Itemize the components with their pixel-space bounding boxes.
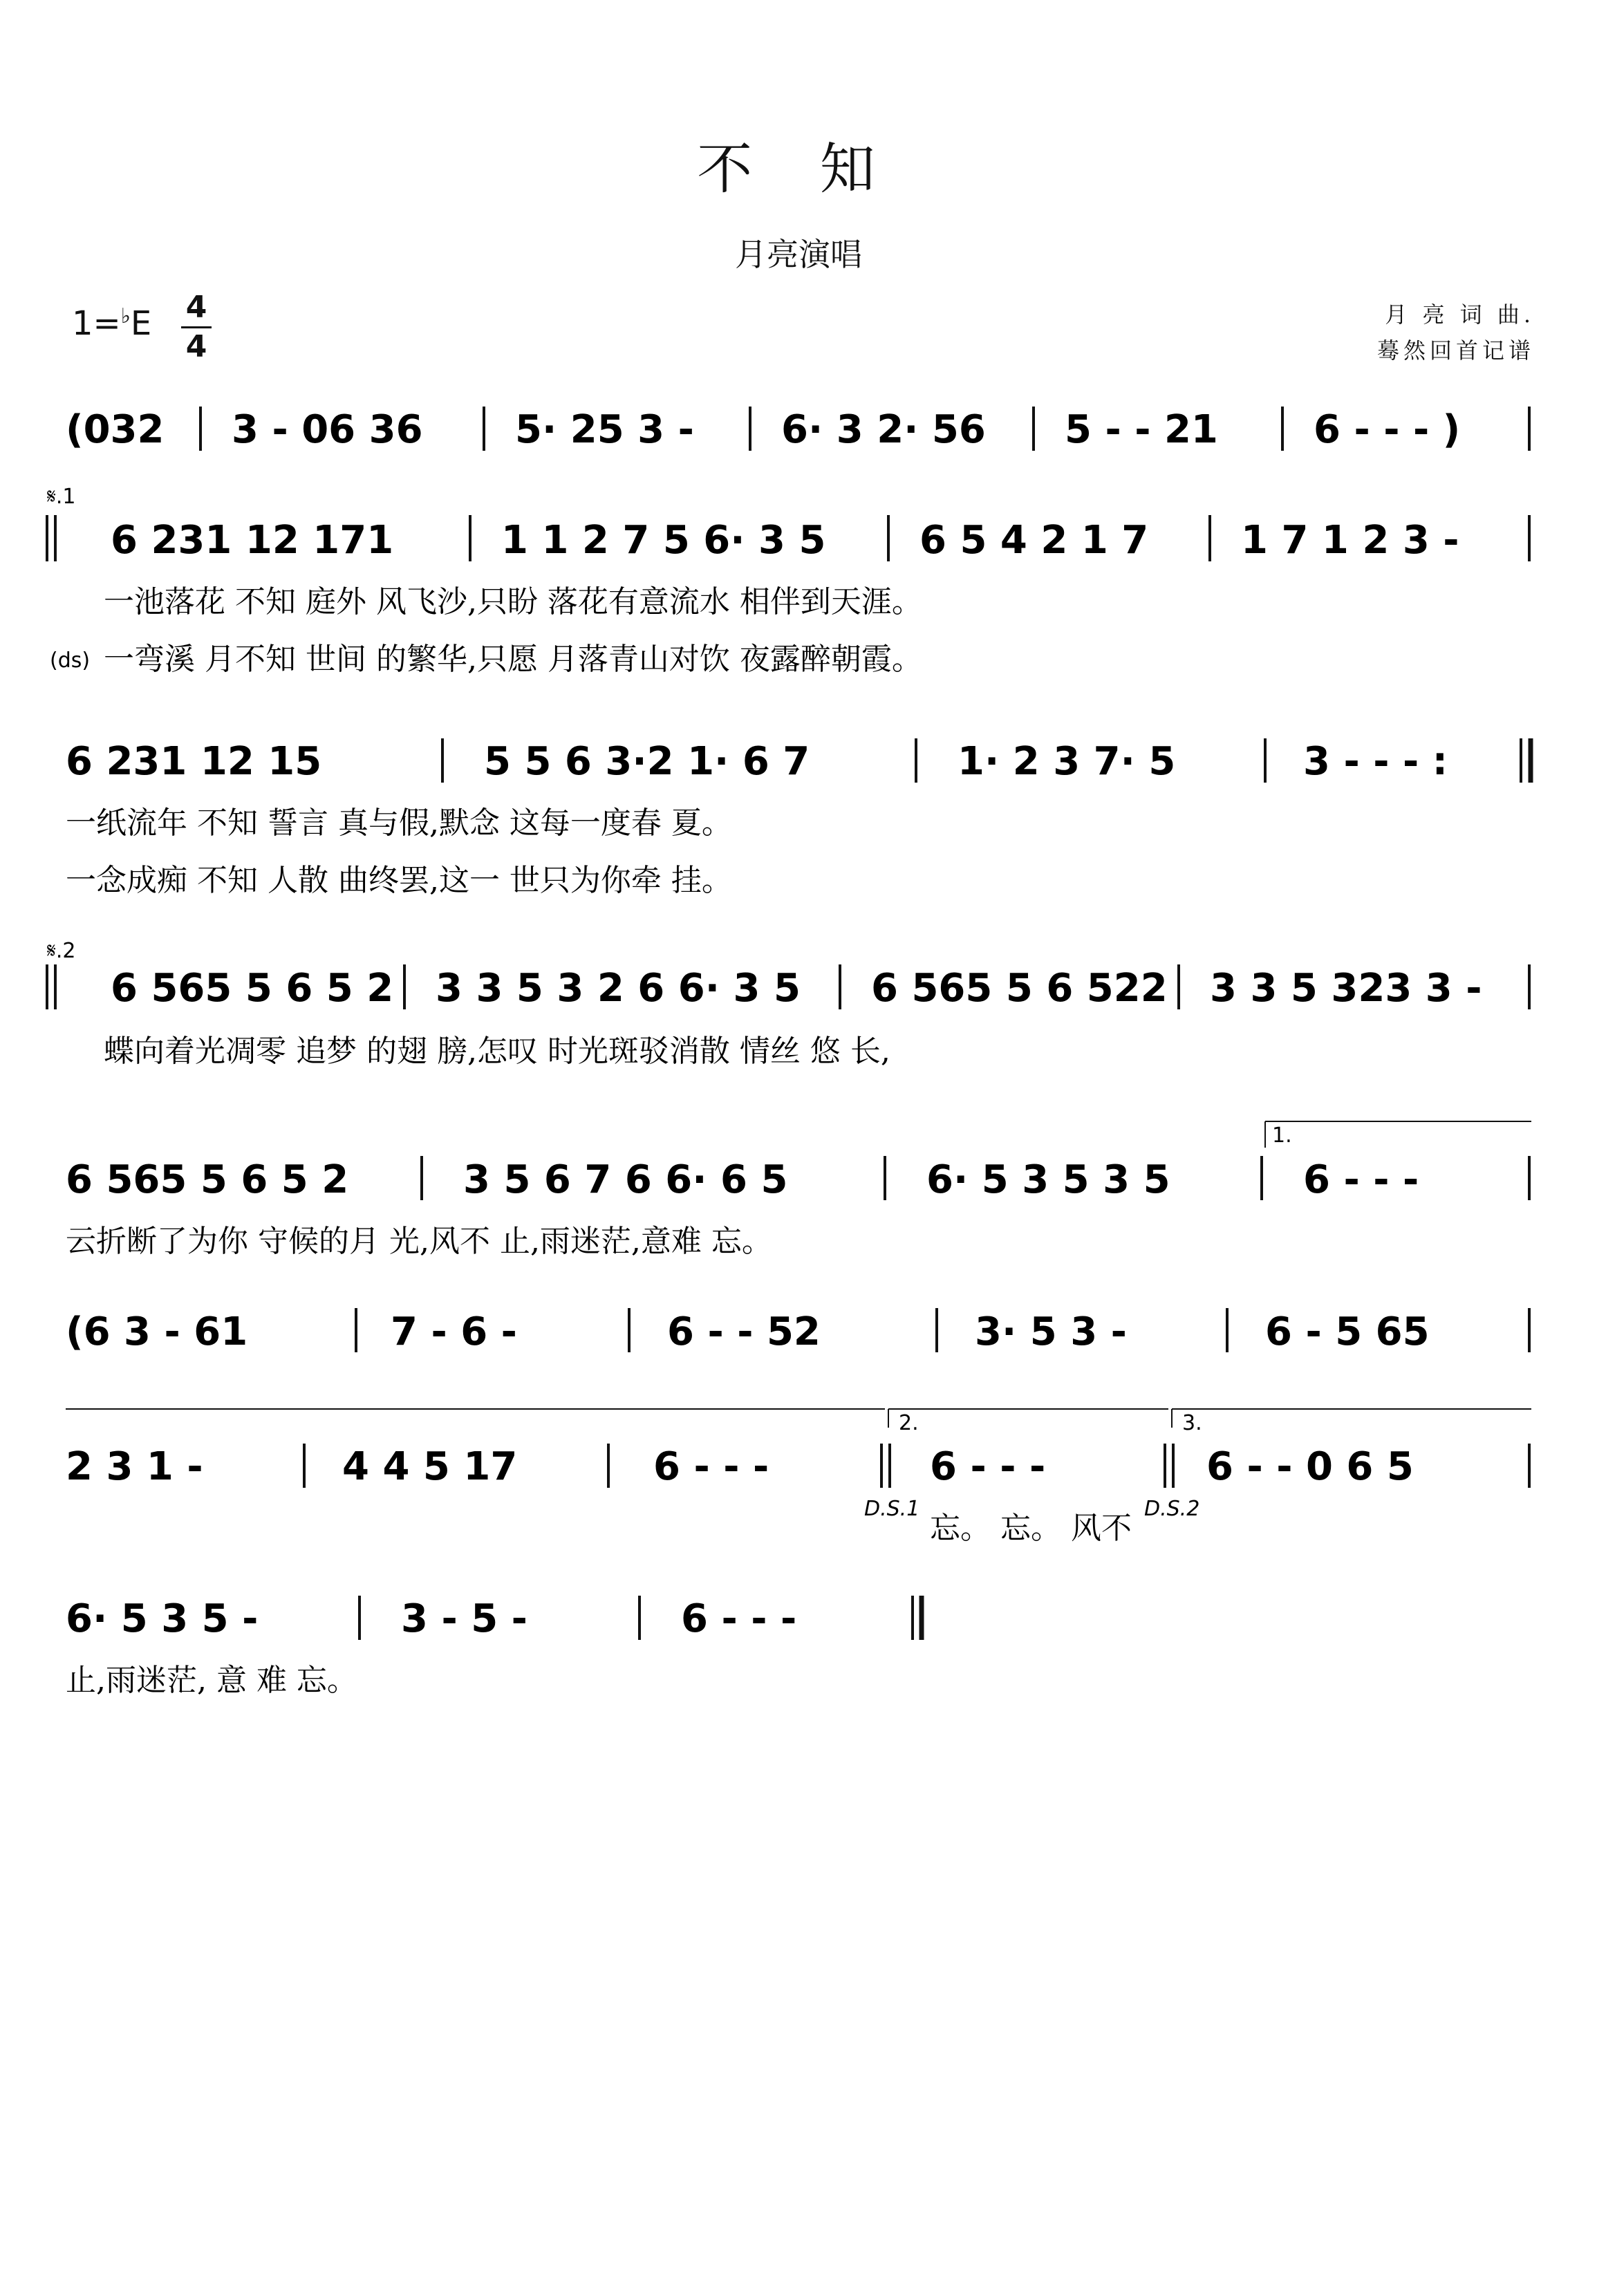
measure-17: 6 565 5 6 522 — [871, 966, 1168, 1011]
measure-1: (032 — [66, 407, 165, 452]
measure-14: 3 - - - : — [1303, 739, 1448, 784]
system-chorus-a — [47, 939, 1529, 1069]
meter-bottom: 4 — [185, 329, 207, 364]
key-prefix: 1= — [72, 304, 121, 343]
measure-9: 6 5 4 2 1 7 — [919, 518, 1149, 563]
system-coda — [66, 1596, 922, 1698]
system-interlude-b — [66, 1409, 1531, 1546]
measure-21: 6· 5 3 5 3 5 — [926, 1157, 1170, 1202]
measure-31: 6 - - - — [930, 1444, 1046, 1489]
flat-sign: ♭ — [120, 304, 131, 328]
ds2-mark: D.S.2 — [1144, 1497, 1200, 1521]
measure-33: 6· 5 3 5 - — [66, 1596, 259, 1641]
song-title: 不 知 — [697, 137, 900, 201]
volta-1: 1. — [1272, 1123, 1292, 1148]
lyric-line: 止,雨迷茫, 意 难 忘。 — [66, 1663, 357, 1698]
measure-29: 4 4 5 17 — [342, 1444, 518, 1489]
lyric-line: 云折断了为你 守候的月 光,风不 止,雨迷茫,意难 忘。 — [66, 1224, 772, 1259]
measure-4: 6· 3 2· 56 — [781, 407, 986, 452]
system-verse-b — [66, 738, 1531, 898]
measure-32: 6 - - 0 6 5 — [1206, 1444, 1414, 1489]
lyric-line: 一纸流年 不知 誓言 真与假,默念 这每一度春 夏。 — [66, 805, 732, 841]
measure-34: 3 - 5 - — [401, 1596, 527, 1641]
measure-12: 5 5 6 3·2 1· 6 7 — [484, 739, 810, 784]
key-note: E — [130, 304, 152, 343]
measure-27: 6 - 5 65 — [1265, 1309, 1430, 1354]
measure-20: 3 5 6 7 6 6· 6 5 — [463, 1157, 788, 1202]
measure-35: 6 - - - — [681, 1596, 797, 1641]
measure-13: 1· 2 3 7· 5 — [958, 739, 1176, 784]
measure-23: (6 3 - 61 — [66, 1309, 248, 1354]
measure-6: 6 - - - ) — [1314, 407, 1461, 452]
measure-18: 3 3 5 323 3 - — [1210, 966, 1482, 1011]
measure-5: 5 - - 21 — [1065, 407, 1218, 452]
lyric-line: 一池落花 不知 庭外 风飞沙,只盼 落花有意流水 相伴到天涯。 — [104, 584, 922, 619]
transcriber-credit: 蓦然回首记谱 — [1376, 337, 1535, 364]
segno-2: 𝄋.2 — [47, 939, 76, 963]
ds1-mark: D.S.1 — [864, 1497, 920, 1521]
measure-3: 5· 25 3 - — [515, 407, 694, 452]
volta-3: 3. — [1182, 1411, 1202, 1435]
measure-24: 7 - 6 - — [391, 1309, 517, 1354]
measure-25: 6 - - 52 — [667, 1309, 821, 1354]
measure-26: 3· 5 3 - — [975, 1309, 1127, 1354]
system-interlude-a — [66, 1308, 1529, 1354]
singer-line: 月亮演唱 — [735, 236, 862, 273]
system-chorus-b — [66, 1121, 1531, 1259]
measure-10: 1 7 1 2 3 - — [1241, 518, 1459, 563]
measure-30: 6 - - - — [653, 1444, 769, 1489]
measure-7: 6 231 12 171 — [111, 518, 394, 563]
meter-top: 4 — [185, 290, 207, 325]
measure-2: 3 - 06 36 — [232, 407, 423, 452]
lyric-line: 一念成痴 不知 人散 曲终罢,这一 世只为你牵 挂。 — [66, 863, 732, 898]
measure-28: 2 3 1 - — [66, 1444, 203, 1489]
measure-22: 6 - - - — [1303, 1157, 1419, 1202]
measure-19: 6 565 5 6 5 2 — [66, 1157, 349, 1202]
lyricist-composer-credit: 月 亮 词 曲. — [1385, 301, 1535, 328]
lyric-line: 忘。 忘。 风不 — [930, 1511, 1132, 1546]
lyric-line: 蝶向着光凋零 追梦 的翅 膀,怎叹 时光斑驳消散 情丝 悠 长, — [104, 1034, 890, 1069]
measure-15: 6 565 5 6 5 2 — [111, 966, 394, 1011]
measure-16: 3 3 5 3 2 6 6· 3 5 — [436, 966, 801, 1011]
volta-2: 2. — [899, 1411, 919, 1435]
measure-11: 6 231 12 15 — [66, 739, 322, 784]
measure-8: 1 1 2 7 5 6· 3 5 — [501, 518, 826, 563]
ds-label: (ds) — [50, 648, 91, 673]
segno-1: 𝄋.1 — [47, 485, 76, 509]
system-verse-a — [47, 485, 1529, 677]
lyric-line: 一弯溪 月不知 世间 的繁华,只愿 月落青山对饮 夜露醉朝霞。 — [104, 642, 922, 677]
system-intro — [66, 407, 1529, 452]
